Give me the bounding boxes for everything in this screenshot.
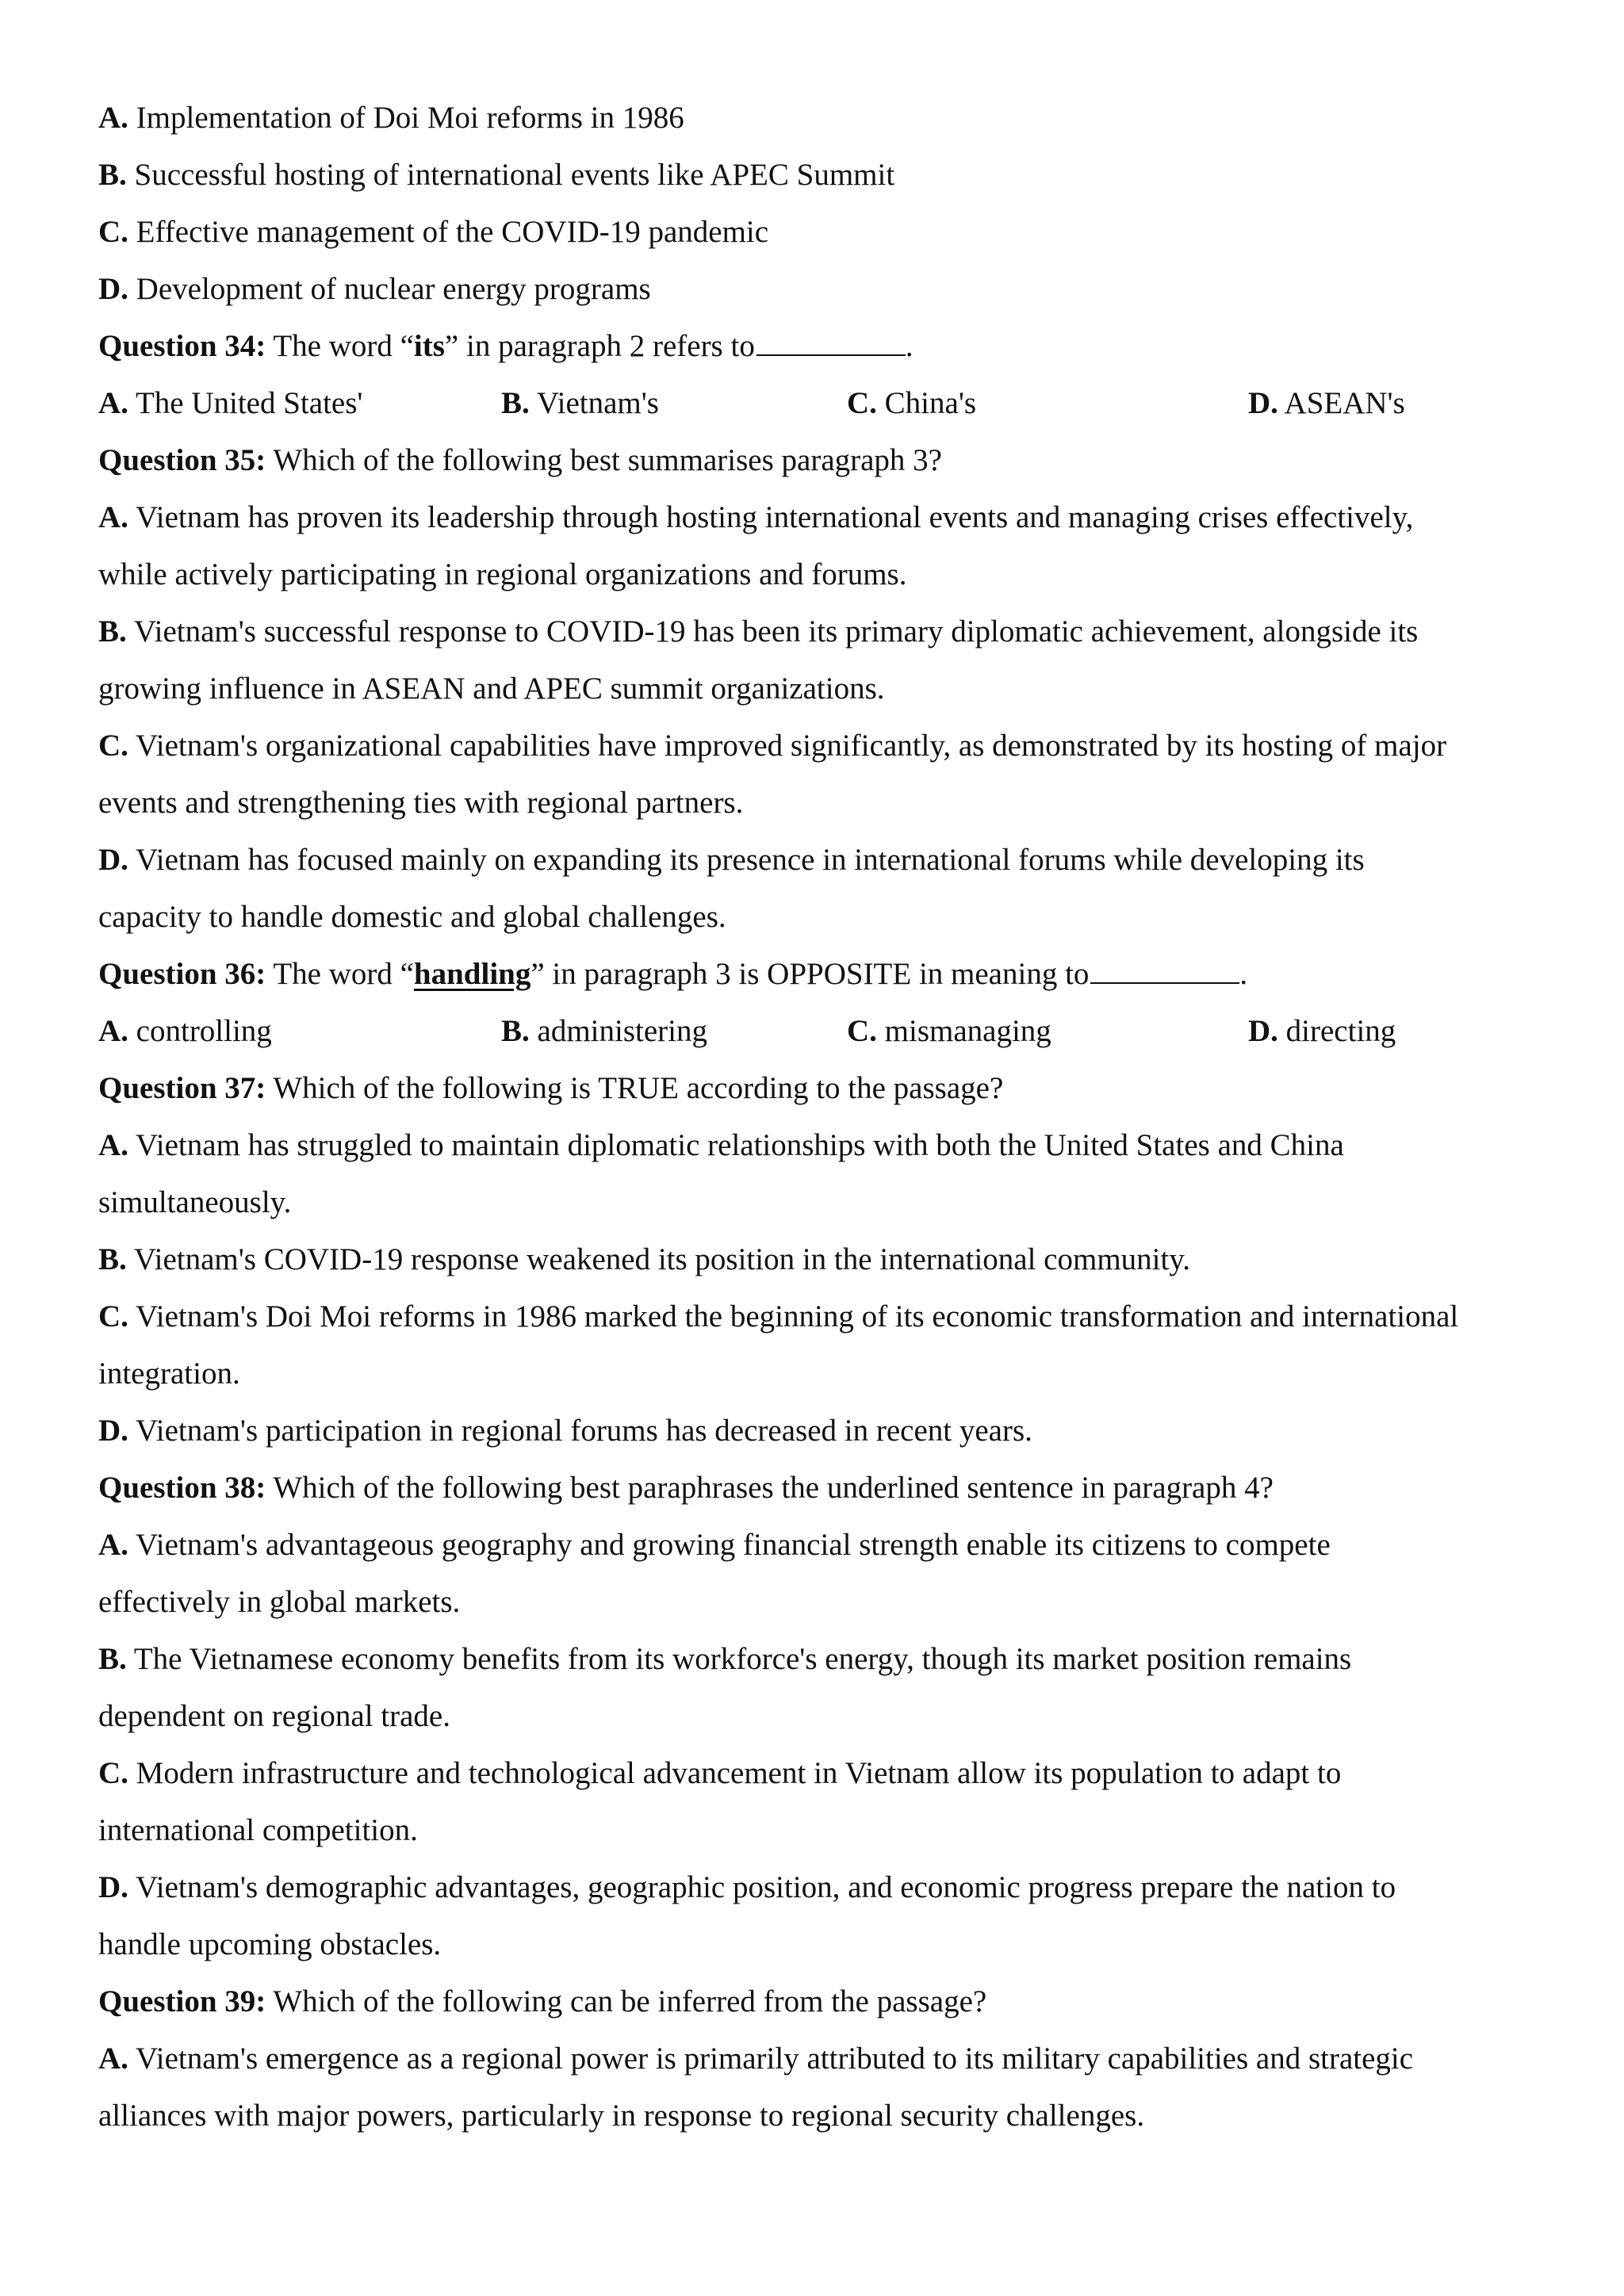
q37-option-a: A. Vietnam has struggled to maintain diplomatic relationships with both the United States and China — [98, 1128, 1344, 1162]
q39-option-a-cont: alliances with major powers, particularly in response to regional security challenges. — [98, 2099, 1145, 2133]
keyword-handling: handling — [413, 957, 531, 991]
q37-option-b: B. Vietnam's COVID-19 response weakened its position in the international community. — [98, 1242, 1191, 1276]
q37-option-c: C. Vietnam's Doi Moi reforms in 1986 marked the beginning of its economic transformation and international — [98, 1299, 1459, 1334]
q34-option-d: D. ASEAN's — [1248, 386, 1405, 420]
q33-option-d: D. Development of nuclear energy programs — [98, 272, 651, 306]
q33-option-a: A. Implementation of Doi Moi reforms in 1986 — [98, 101, 684, 135]
q35-option-d: D. Vietnam has focused mainly on expanding its presence in international forums while developing its — [98, 843, 1365, 877]
answer-blank — [756, 331, 906, 356]
q38-option-c: C. Modern infrastructure and technological advancement in Vietnam allow its population to adapt to — [98, 1756, 1342, 1790]
keyword-its: its — [413, 329, 445, 363]
q34-options — [98, 375, 1549, 432]
q36-option-c: C. mismanaging — [847, 1014, 1051, 1048]
q34-option-c: C. China's — [847, 386, 977, 420]
q38-option-c-cont: international competition. — [98, 1813, 418, 1847]
q35-option-d-cont: capacity to handle domestic and global challenges. — [98, 900, 726, 934]
q36-option-a: A. controlling — [98, 1014, 272, 1048]
q38-option-b-cont: dependent on regional trade. — [98, 1699, 450, 1733]
question-34: Question 34: The word “its” in paragraph 2 refers to . — [98, 329, 914, 363]
q36-options — [98, 1003, 1549, 1060]
exam-page — [98, 90, 1549, 2145]
q38-option-d-cont: handle upcoming obstacles. — [98, 1927, 442, 1961]
q35-option-a: A. Vietnam has proven its leadership through hosting international events and managing crises effectively, — [98, 500, 1414, 534]
question-39: Question 39: Which of the following can be inferred from the passage? — [98, 1984, 987, 2019]
q37-option-a-cont: simultaneously. — [98, 1185, 292, 1219]
q35-option-b: B. Vietnam's successful response to COVID-19 has been its primary diplomatic achievement, alongside its — [98, 614, 1419, 649]
q33-option-c: C. Effective management of the COVID-19 pandemic — [98, 215, 769, 249]
q38-option-b: B. The Vietnamese economy benefits from its workforce's energy, though its market position remains — [98, 1642, 1352, 1676]
question-35: Question 35: Which of the following best summarises paragraph 3? — [98, 443, 942, 477]
q36-option-d: D. directing — [1248, 1014, 1396, 1048]
q38-option-a-cont: effectively in global markets. — [98, 1585, 461, 1619]
q35-option-b-cont: growing influence in ASEAN and APEC summit organizations. — [98, 672, 885, 706]
q38-option-a: A. Vietnam's advantageous geography and growing financial strength enable its citizens to compete — [98, 1528, 1331, 1562]
answer-blank — [1090, 959, 1239, 984]
q36-option-b: B. administering — [501, 1014, 707, 1048]
question-38: Question 38: Which of the following best paraphrases the underlined sentence in paragraph 4? — [98, 1471, 1274, 1505]
q37-option-d: D. Vietnam's participation in regional forums has decreased in recent years. — [98, 1414, 1032, 1448]
q35-option-a-cont: while actively participating in regional organizations and forums. — [98, 557, 907, 591]
question-37: Question 37: Which of the following is TRUE according to the passage? — [98, 1071, 1004, 1105]
q34-option-a: A. The United States' — [98, 386, 363, 420]
q37-option-c-cont: integration. — [98, 1357, 240, 1391]
q38-option-d: D. Vietnam's demographic advantages, geographic position, and economic progress prepare the nation to — [98, 1870, 1396, 1904]
q33-option-b: B. Successful hosting of international events like APEC Summit — [98, 158, 895, 192]
question-36: Question 36: The word “handling” in paragraph 3 is OPPOSITE in meaning to . — [98, 957, 1248, 991]
q35-option-c-cont: events and strengthening ties with regional partners. — [98, 786, 744, 820]
q34-option-b: B. Vietnam's — [501, 386, 659, 420]
q39-option-a: A. Vietnam's emergence as a regional power is primarily attributed to its military capabilities and strategic — [98, 2042, 1414, 2076]
q35-option-c: C. Vietnam's organizational capabilities have improved significantly, as demonstrated by its hosting of major — [98, 729, 1447, 763]
